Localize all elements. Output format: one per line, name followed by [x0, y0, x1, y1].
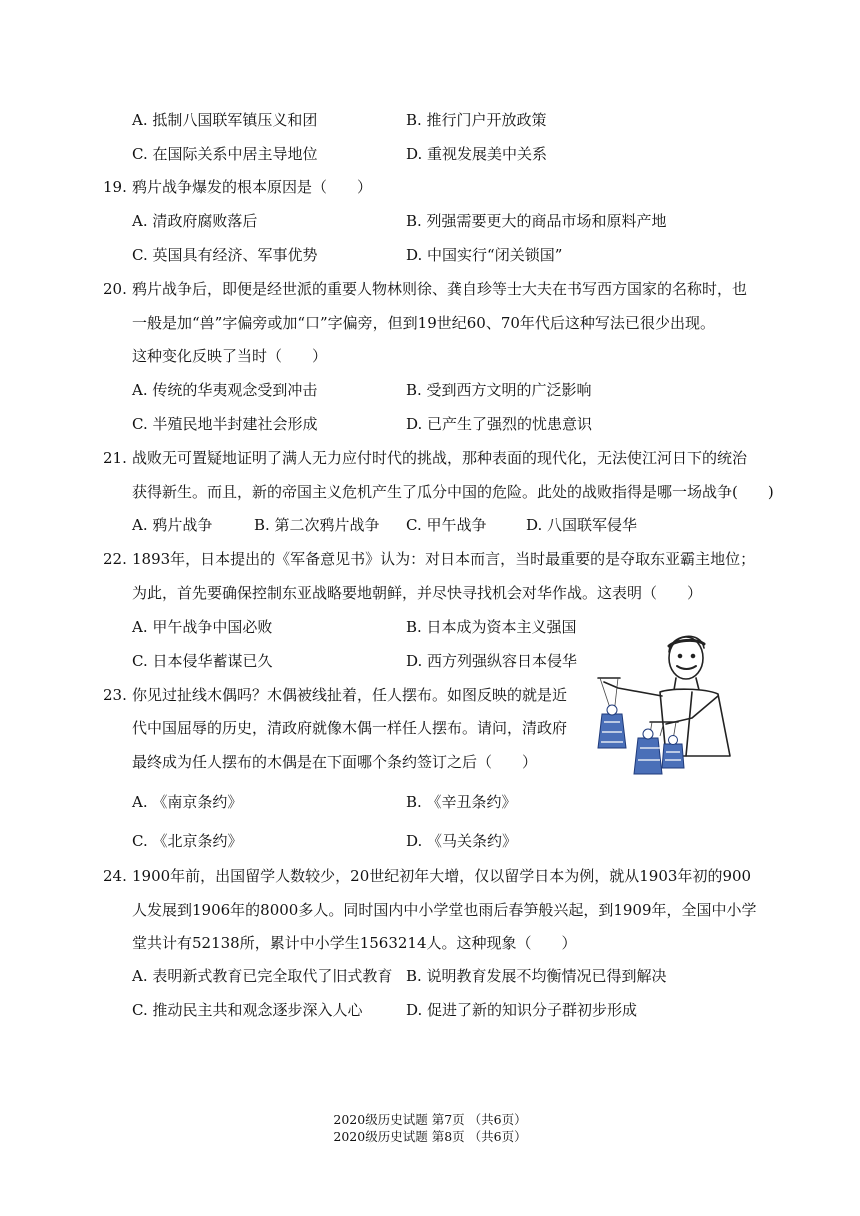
q24-option-a: A. 表明新式教育已完全取代了旧式教育	[132, 967, 393, 985]
q19-option-c: C. 英国具有经济、军事优势	[132, 246, 318, 264]
page-footer-line-1: 2020级历史试题 第7页 （共6页）	[333, 1112, 527, 1127]
q20-stem-line-1: 鸦片战争后，即便是经世派的重要人物林则徐、龚自珍等士大夫在书写西方国家的名称时，也	[132, 280, 748, 298]
q22-option-b: B. 日本成为资本主义强国	[406, 618, 577, 636]
q18-option-a: A. 抵制八国联军镇压义和团	[132, 111, 318, 129]
q20-stem-line-3: 这种变化反映了当时（ ）	[132, 347, 328, 365]
q23-number: 23.	[103, 686, 127, 704]
q18-option-c: C. 在国际关系中居主导地位	[132, 145, 318, 163]
q23-option-b: B. 《辛丑条约》	[406, 793, 517, 811]
q20-number: 20.	[103, 280, 127, 298]
q24-option-b: B. 说明教育发展不均衡情况已得到解决	[406, 967, 667, 985]
q21-option-a: A. 鸦片战争	[132, 516, 213, 534]
q20-stem-line-2: 一般是加“兽”字偏旁或加“口”字偏旁，但到19世纪60、70年代后这种写法已很少出现。	[132, 314, 715, 332]
q21-number: 21.	[103, 449, 127, 467]
q20-option-a: A. 传统的华夷观念受到冲击	[132, 381, 318, 399]
q24-stem-line-3: 堂共计有52138所，累计中小学生1563214人。这种现象（ ）	[132, 934, 577, 952]
q24-stem-line-2: 人发展到1906年的8000多人。同时国内中小学堂也雨后春笋般兴起，到1909年，全国中小学	[132, 901, 757, 919]
q23-stem-line-2: 代中国屈辱的历史，清政府就像木偶一样任人摆布。请问，清政府	[132, 719, 568, 737]
q21-stem-line-1: 战败无可置疑地证明了满人无力应付时代的挑战，那种表面的现代化，无法使江河日下的统治	[132, 449, 748, 467]
q22-stem-line-1: 1893年，日本提出的《军备意见书》认为：对日本而言，当时最重要的是夺取东亚霸主地位；	[132, 550, 756, 568]
q20-option-c: C. 半殖民地半封建社会形成	[132, 415, 318, 433]
q24-number: 24.	[103, 867, 127, 885]
q19-number: 19.	[103, 178, 127, 196]
q22-option-d: D. 西方列强纵容日本侵华	[406, 652, 578, 670]
q18-option-d: D. 重视发展美中关系	[406, 145, 548, 163]
q18-option-b: B. 推行门户开放政策	[406, 111, 547, 129]
q19-stem: 鸦片战争爆发的根本原因是（ ）	[132, 178, 373, 196]
q19-option-d: D. 中国实行“闭关锁国”	[406, 246, 563, 264]
q22-option-a: A. 甲午战争中国必败	[132, 618, 273, 636]
q21-option-d: D. 八国联军侵华	[526, 516, 638, 534]
q23-option-d: D. 《马关条约》	[406, 832, 518, 850]
page-footer-line-2: 2020级历史试题 第8页 （共6页）	[333, 1129, 527, 1144]
q22-option-c: C. 日本侵华蓄谋已久	[132, 652, 273, 670]
q24-option-c: C. 推动民主共和观念逐步深入人心	[132, 1001, 363, 1019]
puppet-master-illustration	[580, 618, 752, 776]
q22-stem-line-2: 为此，首先要确保控制东亚战略要地朝鲜，并尽快寻找机会对华作战。这表明（ ）	[132, 584, 703, 602]
q23-stem-line-1: 你见过扯线木偶吗？木偶被线扯着，任人摆布。如图反映的就是近	[132, 686, 568, 704]
q23-option-c: C. 《北京条约》	[132, 832, 243, 850]
q24-option-d: D. 促进了新的知识分子群初步形成	[406, 1001, 638, 1019]
q22-number: 22.	[103, 550, 127, 568]
q21-option-c: C. 甲午战争	[406, 516, 487, 534]
q21-option-b: B. 第二次鸦片战争	[254, 516, 380, 534]
q24-stem-line-1: 1900年前，出国留学人数较少，20世纪初年大增，仅以留学日本为例，就从1903年初的900	[132, 867, 752, 885]
q21-stem-line-2: 获得新生。而且，新的帝国主义危机产生了瓜分中国的危险。此处的战败指得是哪一场战争( )	[132, 483, 774, 501]
q19-option-a: A. 清政府腐败落后	[132, 212, 258, 230]
q19-option-b: B. 列强需要更大的商品市场和原料产地	[406, 212, 667, 230]
q23-option-a: A. 《南京条约》	[132, 793, 243, 811]
q20-option-b: B. 受到西方文明的广泛影响	[406, 381, 592, 399]
q20-option-d: D. 已产生了强烈的忧患意识	[406, 415, 593, 433]
q23-stem-line-3: 最终成为任人摆布的木偶是在下面哪个条约签订之后（ ）	[132, 753, 538, 771]
